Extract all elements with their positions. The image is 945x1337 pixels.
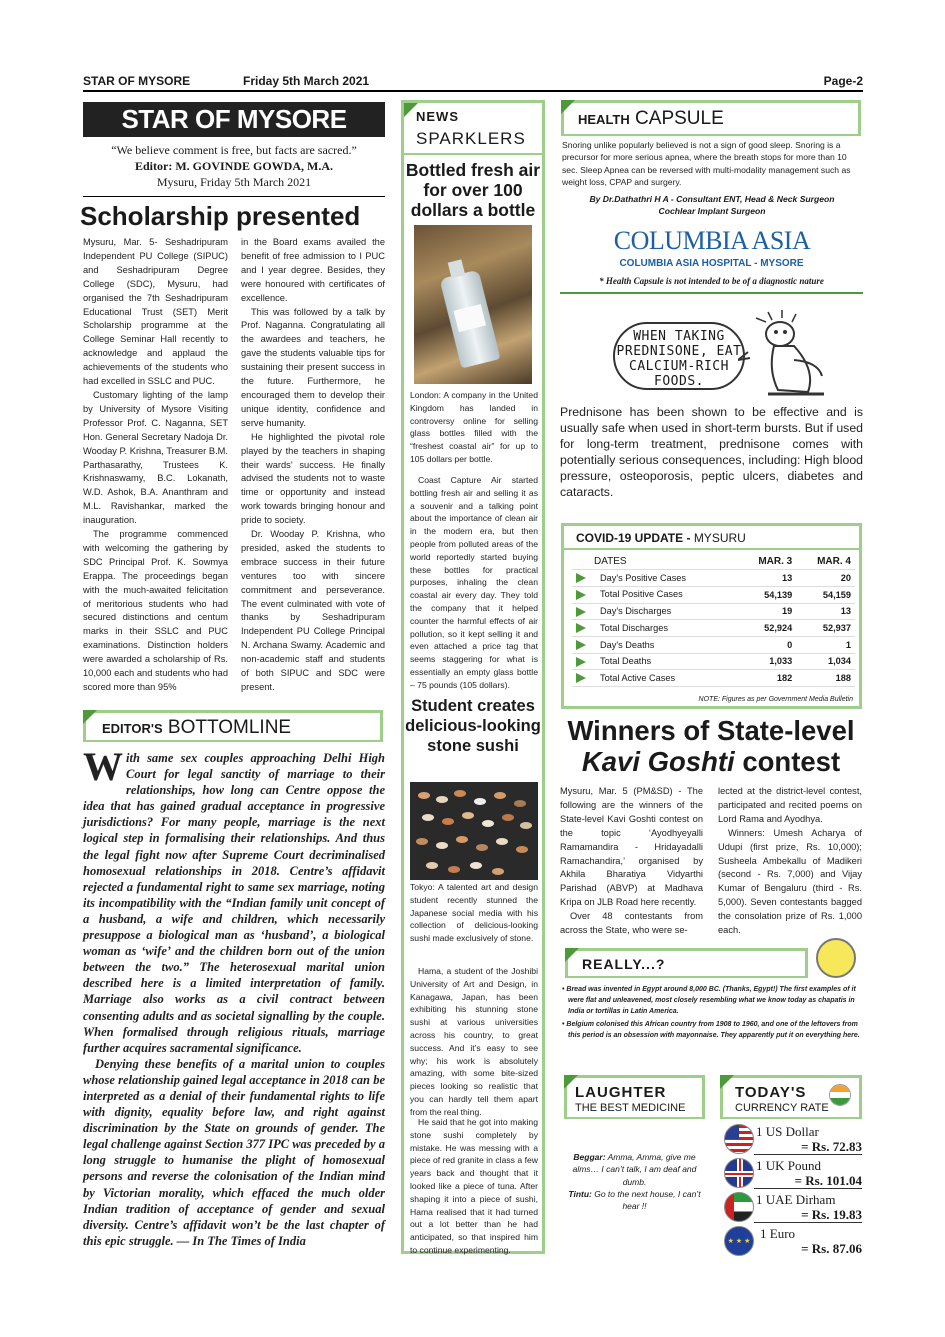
- editorial-label-text: BOTTOMLINE: [167, 717, 292, 738]
- scholarship-col-1: [83, 236, 228, 695]
- us-flag-icon: [724, 1124, 754, 1154]
- currency-label-b: CURRENCY RATE: [735, 1102, 829, 1114]
- hospital-name: COLUMBIA ASIA HOSPITAL - MYSORE: [619, 258, 804, 269]
- columbia-asia-logo: COLUMBIA ASIA: [613, 226, 811, 255]
- row-label-text: Total Discharges: [600, 622, 668, 633]
- cell: 54,139: [737, 586, 796, 603]
- cell: 13: [796, 603, 855, 620]
- currency-rate: = Rs. 101.04: [794, 1173, 862, 1188]
- running-head-paper: STAR OF MYSORE: [83, 74, 191, 88]
- editorial-label: [102, 717, 291, 739]
- news-headline-1: Bottled fresh air for over 100 dollars a bottle: [405, 160, 541, 220]
- paragraph: Winners: Umesh Acharya of Udupi (first prize, Rs. 10,000); Susheela Ambekallu of Madikeri (second - Rs. 7,000) and Vijay Kumar of Bengaluru (third - Rs. 5,000). Seven contestants bagged the consolation prize of Rs. 1,000 each.: [718, 827, 862, 936]
- row-label: [572, 636, 737, 653]
- paragraph: He highlighted the pivotal role played by the teachers in shaping their wards’ success. He finally advised the students not to waste time or opportunity and instead work towards bringing honour and pride to society.: [241, 431, 385, 526]
- kavi-col-1: [560, 785, 703, 938]
- joke-text: Go to the next house, I can’t hear !!: [591, 1188, 701, 1212]
- row-label-text: Day's Deaths: [600, 639, 655, 650]
- masthead-rule: [83, 196, 385, 197]
- corner-triangle-icon: [720, 1075, 734, 1089]
- cell: 1: [796, 636, 855, 653]
- running-head-date: Friday 5th March 2021: [243, 74, 370, 88]
- really-item: • Bread was invented in Egypt around 8,000 BC. (Thanks, Egypt!) The first examples of it were flat and unleavened, most closely resembling what we know today as chapatis in India or tortillas in Latin America.: [562, 986, 856, 1015]
- column-header: MAR. 3: [737, 553, 796, 570]
- paragraph: The programme commenced with welcoming the gathering by SDC Principal Prof. K. Sowmya Erappa. The proceedings began with the much-awaited felicitation of meritorious students who had secured distinctions and centum marks in their SSLC and PUC examinations. Distinction holders were awarded a scholarship of Rs. 10,000 each and students who had scored more than 95%: [83, 529, 228, 692]
- row-label-text: Total Active Cases: [600, 672, 676, 683]
- joke-speaker: Tintu:: [568, 1188, 592, 1199]
- cartoon-character-icon: [738, 310, 848, 402]
- laughter-label-box: [564, 1075, 705, 1119]
- masthead-title: STAR OF MYSORE: [83, 102, 385, 137]
- row-label: [572, 670, 737, 687]
- really-item: • Belgium colonised this African country from 1908 to 1960, and one of the leftovers from this period is an obsession with mayonnaise. They apparently put it on everything here.: [562, 1021, 860, 1039]
- arrow-right-icon: [576, 623, 586, 633]
- really-body: [562, 984, 862, 1043]
- glass-bottle-icon: [439, 270, 500, 369]
- prednisone-text: Prednisone has been shown to be effective and is usually safe when used in short-term bursts. But if used for long-term treatment, prednisone comes with potentially serious consequences, including: High blood pressure, osteoporosis, peptic ulcers, diabetes and cataracts.: [560, 405, 863, 499]
- news-body-2b: He said that he got into making stone sushi completely by mistake. He was messing with a piece of red granite in class a few years back and thought that it looked like a piece of tuna. After shaping it into a piece of sushi, Hama realised that it had turned out a lot better than he had anticipated, so that inspired him to continue experimenting.: [410, 1117, 538, 1255]
- row-label-text: Day's Positive Cases: [600, 572, 687, 583]
- divider: [754, 1188, 862, 1189]
- health-label: [578, 108, 724, 130]
- paragraph: lected at the district-level contest, participated and recited poems on Lord Rama and Ayodhya.: [718, 786, 862, 824]
- health-body: Snoring unlike popularly believed is not a sign of good sleep. Snoring is a precursor for more serious apnea, where the breath stops for more than 10 sec. Sleep Apnea can be reversed with multi-modality management such as weight loss, CPAP and surgery.: [562, 140, 851, 187]
- table-row: [572, 670, 855, 687]
- cell: 13: [737, 570, 796, 587]
- running-head: [83, 72, 863, 92]
- health-label-box: [561, 100, 861, 136]
- arrow-right-icon: [576, 657, 586, 667]
- covid-update-box: [561, 523, 862, 709]
- news-label-box: [404, 103, 542, 155]
- health-sig-line-1: By Dr.Dathathri H A - Consultant ENT, Head & Neck Surgeon: [589, 194, 835, 204]
- arrow-right-icon: [576, 640, 586, 650]
- editorial-dropcap: W: [83, 744, 123, 789]
- cell: 19: [737, 603, 796, 620]
- cell: 0: [737, 636, 796, 653]
- covid-note: NOTE: Figures as per Government Media Bulletin: [698, 696, 853, 703]
- news-caption-2: Tokyo: A talented art and design student recently stunned the Japanese social media with his collection of delicious-looking sushi made exclusively of stone.: [410, 882, 538, 944]
- table-header-row: [572, 553, 855, 570]
- news-caption-1: London: A company in the United Kingdom has landed in controversy online for selling glass bottles filled with the “freshest coastal air” for up to 105 dollars per bottle.: [410, 390, 538, 464]
- masthead-motto: “We believe comment is free, but facts are sacred.”: [111, 143, 357, 157]
- arrow-right-icon: [576, 673, 586, 683]
- health-signature: [562, 194, 862, 217]
- lightbulb-icon: [816, 938, 856, 978]
- currency-name: 1 UAE Dirham: [756, 1192, 836, 1207]
- currency-label-a: TODAY'S: [735, 1084, 807, 1101]
- currency-row: [724, 1124, 862, 1158]
- kavi-headline-line-2: [558, 746, 864, 777]
- arrow-right-icon: [576, 607, 586, 617]
- column-header: DATES: [572, 553, 737, 570]
- editorial-label-box: [83, 710, 383, 742]
- stone-sushi-photo: [410, 782, 538, 880]
- paragraph: in the Board exams availed the benefit of free admission to I PUC and I year degree. Besides, they were honoured with certificates of excellence.: [241, 237, 385, 303]
- kavi-headline-rest: contest: [734, 746, 841, 777]
- running-head-page: Page-2: [823, 74, 863, 88]
- currency-name: 1 UK Pound: [756, 1158, 822, 1173]
- cell: 52,937: [796, 620, 855, 637]
- corner-triangle-icon: [561, 100, 575, 114]
- news-label-a: NEWS: [416, 109, 459, 124]
- masthead-editor: Editor: M. GOVINDE GOWDA, M.A.: [135, 159, 333, 173]
- arrow-right-icon: [576, 590, 586, 600]
- currency-row: [724, 1192, 862, 1226]
- health-sig-line-2: Cochlear Implant Surgeon: [658, 205, 766, 216]
- health-rule: [560, 292, 863, 294]
- laughter-label-a: LAUGHTER: [575, 1084, 667, 1101]
- health-disclaimer: * Health Capsule is not intended to be of a diagnostic nature: [599, 276, 824, 286]
- editorial-paragraph-1: [83, 744, 385, 1056]
- laughter-label-b: THE BEST MEDICINE: [575, 1102, 686, 1114]
- cell: 1,033: [737, 653, 796, 670]
- covid-title-text: MYSURU: [693, 531, 746, 545]
- table-row: [572, 620, 855, 637]
- masthead-block: [83, 142, 385, 190]
- kavi-headline-line-1: Winners of State-level: [567, 715, 855, 746]
- currency-rate: = Rs. 72.83: [801, 1139, 862, 1154]
- scholarship-headline: Scholarship presented: [80, 201, 361, 231]
- row-label: [572, 603, 737, 620]
- eu-flag-icon: ★ ★ ★: [724, 1226, 754, 1256]
- uk-flag-icon: [724, 1158, 754, 1188]
- row-label: [572, 620, 737, 637]
- cartoon-speech-bubble: WHEN TAKING PREDNISONE, EAT CALCIUM-RICH FOODS.: [613, 322, 745, 390]
- health-label-text: CAPSULE: [635, 108, 724, 129]
- editorial-paragraph-2: Denying these benefits of a marital union to couples whose relationship gained legal acceptance in 2018 can be interpreted as a denial of their fundamental rights to life with dignity, equality before law, and right against discrimination by the State on grounds of gender. The legal challenge against Section 377 IPC was preceded by a long struggle to humanise the plight of homosexual persons and reverse the colonisation of the Indian mind by Victorian morality, which effaced the much older Indian tradition of acceptance of gender and sexual diversity. Centre’s affidavit won’t be the last chapter of this epic struggle. — In The Times of India: [83, 1056, 385, 1248]
- editorial-text-1: ith same sex couples approaching Delhi High Court for legal sanctity of marriage to their relationships, how long can Centre oppose the idea that has gained gradual acceptance in progressive jurisdictions? For many people, marriage is the next logical step in formalising their relationships. And thus the legal fight now after Supreme Court decriminalised homosexual relationships in 2018. Centre’s affidavit rejected a fundamental right to same sex marriage, noting its incompatibility with the “Indian family unit concept of a husband, a wife and children, which necessarily presuppose a biological man as ‘husband’, a biological woman as ‘wife’ and the children born out of the union between the two.” The heterosexual marital union described here is a limited interpretation of family. Marriage also works as a civil contract between consenting adults and as societal signalling by the couple. When formalised through religious rituals, marriage further acquires sacramental significance.: [83, 751, 385, 1055]
- cell: 1,034: [796, 653, 855, 670]
- column-header: MAR. 4: [796, 553, 855, 570]
- divider: [754, 1222, 862, 1223]
- covid-title: [576, 531, 746, 545]
- corner-triangle-icon: [83, 710, 97, 724]
- really-label: REALLY...?: [582, 956, 666, 972]
- currency-rate: = Rs. 87.06: [801, 1241, 862, 1256]
- row-label-text: Total Positive Cases: [600, 589, 683, 600]
- paragraph: Mysuru, Mar. 5- Seshadripuram Independent PU College (SIPUC) and Seshadripuram Degree College (SDC), Mysuru, had organised the 7th Seshadripuram Educational Trust (SET) Merit Scholarship programme at the College Seminar Hall recently to acknowledge and applaud the achievements of the students who had excelled in SSLC and PUC.: [83, 237, 228, 387]
- news-body-1: Coast Capture Air started bottling fresh air and selling it as a souvenir and a talking point about the importance of clean air in the modern era, but then people from polluted areas of the world reportedly started buying these bottles for practical purposes, inhaling the clean coastal air every day. They told the company that it helped counter the harmful effects of air pollution, so it kept selling it and even attached a price tag that seems staggering for what is essentially an empty glass bottle – 75 pounds (105 dollars).: [410, 475, 538, 690]
- covid-table: [572, 553, 855, 687]
- cell: 54,159: [796, 586, 855, 603]
- paragraph: Mysuru, Mar. 5 (PM&SD) - The following are the winners of the State-level Kavi Goshti contest on the topic ‘Ayodhyeyalli Ramamandira - Hridayadalli Ramachandira,’ organised by Akhila Bharatiya Vidyarthi Parishad (ABVP) at Madhava Kripa on JLB Road here recently.: [560, 786, 703, 908]
- paragraph: Over 48 contestants from across the State, who were se-: [560, 911, 703, 936]
- joke-line-2: [564, 1188, 705, 1213]
- news-label-b: SPARKLERS: [416, 129, 526, 148]
- covid-title-bold: COVID-19 UPDATE -: [576, 531, 691, 545]
- paragraph: Dr. Wooday P. Krishna, who presided, asked the students to embrace success in their future ventures too with sincere commitment and perseverance. The event culminated with vote of thanks by Seshadripuram Independent PU College Principal N. Archana Swamy. Academic and non-academic staff and students of both SIPUC and SDC were present.: [241, 529, 385, 692]
- arrow-right-icon: [576, 573, 586, 583]
- divider: [754, 1154, 862, 1155]
- table-row: [572, 603, 855, 620]
- paragraph: Customary lighting of the lamp by University of Mysore Visiting Professor Prof. C. Naganna, SET Hon. General Secretary Nadoja Dr. Wooday P. Krishna, Treasurer B.M. Parthasarathy, Trustees K. Krishnaswamy, B.C. Lokanath, W.D. Ashok, B.A. Ananthram and M.L. Ravishankar, marked the inauguration.: [83, 389, 228, 526]
- corner-triangle-icon: [565, 948, 579, 962]
- laughter-joke: [564, 1151, 705, 1212]
- news-body-2a: Hama, a student of the Joshibi University of Art and Design, in Kanagawa, Japan, has been exhibiting his stunning stone sushi at various universities across his country, to great success. And it’s easy to see why; his work is absolutely amazing, with some bite-sized pieces looking so realistic that you can hardly tell them apart from the real thing.: [410, 966, 538, 1117]
- news-headline-2: Student creates delicious-looking stone sushi: [405, 697, 541, 755]
- kavi-headline-italic: Kavi Goshti: [581, 746, 735, 777]
- health-label-bold: HEALTH: [578, 112, 630, 127]
- covid-title-rule: [564, 548, 859, 550]
- row-label-text: Day's Discharges: [600, 606, 672, 617]
- table-row: [572, 586, 855, 603]
- row-label: [572, 570, 737, 587]
- row-label: [572, 653, 737, 670]
- currency-row: [724, 1158, 862, 1192]
- cell: 182: [737, 670, 796, 687]
- masthead-dateline: Mysuru, Friday 5th March 2021: [156, 175, 312, 189]
- cell: 188: [796, 670, 855, 687]
- joke-line-1: [564, 1151, 705, 1188]
- joke-text: Amma, Amma, give me alms… I can’t talk, I am deaf and dumb.: [572, 1152, 697, 1187]
- cell: 52,924: [737, 620, 796, 637]
- cell: 20: [796, 570, 855, 587]
- editorial-label-bold: EDITOR'S: [102, 721, 163, 736]
- paragraph: This was followed by a talk by Prof. Naganna. Congratulating all the awardees and teachers, he gave the students valuable tips for sustaining their present success in the future. Furthermore, he encouraged them to develop their unique identity, confidence and serve humanity.: [241, 306, 385, 428]
- table-row: [572, 653, 855, 670]
- kavi-col-2: [718, 785, 862, 938]
- row-label-text: Total Deaths: [600, 656, 652, 667]
- uae-flag-icon: [724, 1192, 754, 1222]
- currency-rate: = Rs. 19.83: [801, 1207, 862, 1222]
- currency-name: 1 US Dollar: [756, 1124, 819, 1139]
- currency-label-box: [720, 1075, 862, 1119]
- row-label: [572, 586, 737, 603]
- currency-name: 1 Euro: [760, 1226, 796, 1241]
- currency-row: [724, 1226, 862, 1260]
- bottle-photo: [414, 225, 532, 384]
- kavi-headline: [558, 715, 864, 777]
- really-label-box: [565, 948, 808, 978]
- editorial-body: [83, 744, 385, 1249]
- india-flag-icon: [829, 1084, 851, 1106]
- table-row: [572, 636, 855, 653]
- table-row: [572, 570, 855, 587]
- scholarship-col-2: [241, 236, 385, 695]
- joke-speaker: Beggar:: [573, 1152, 606, 1162]
